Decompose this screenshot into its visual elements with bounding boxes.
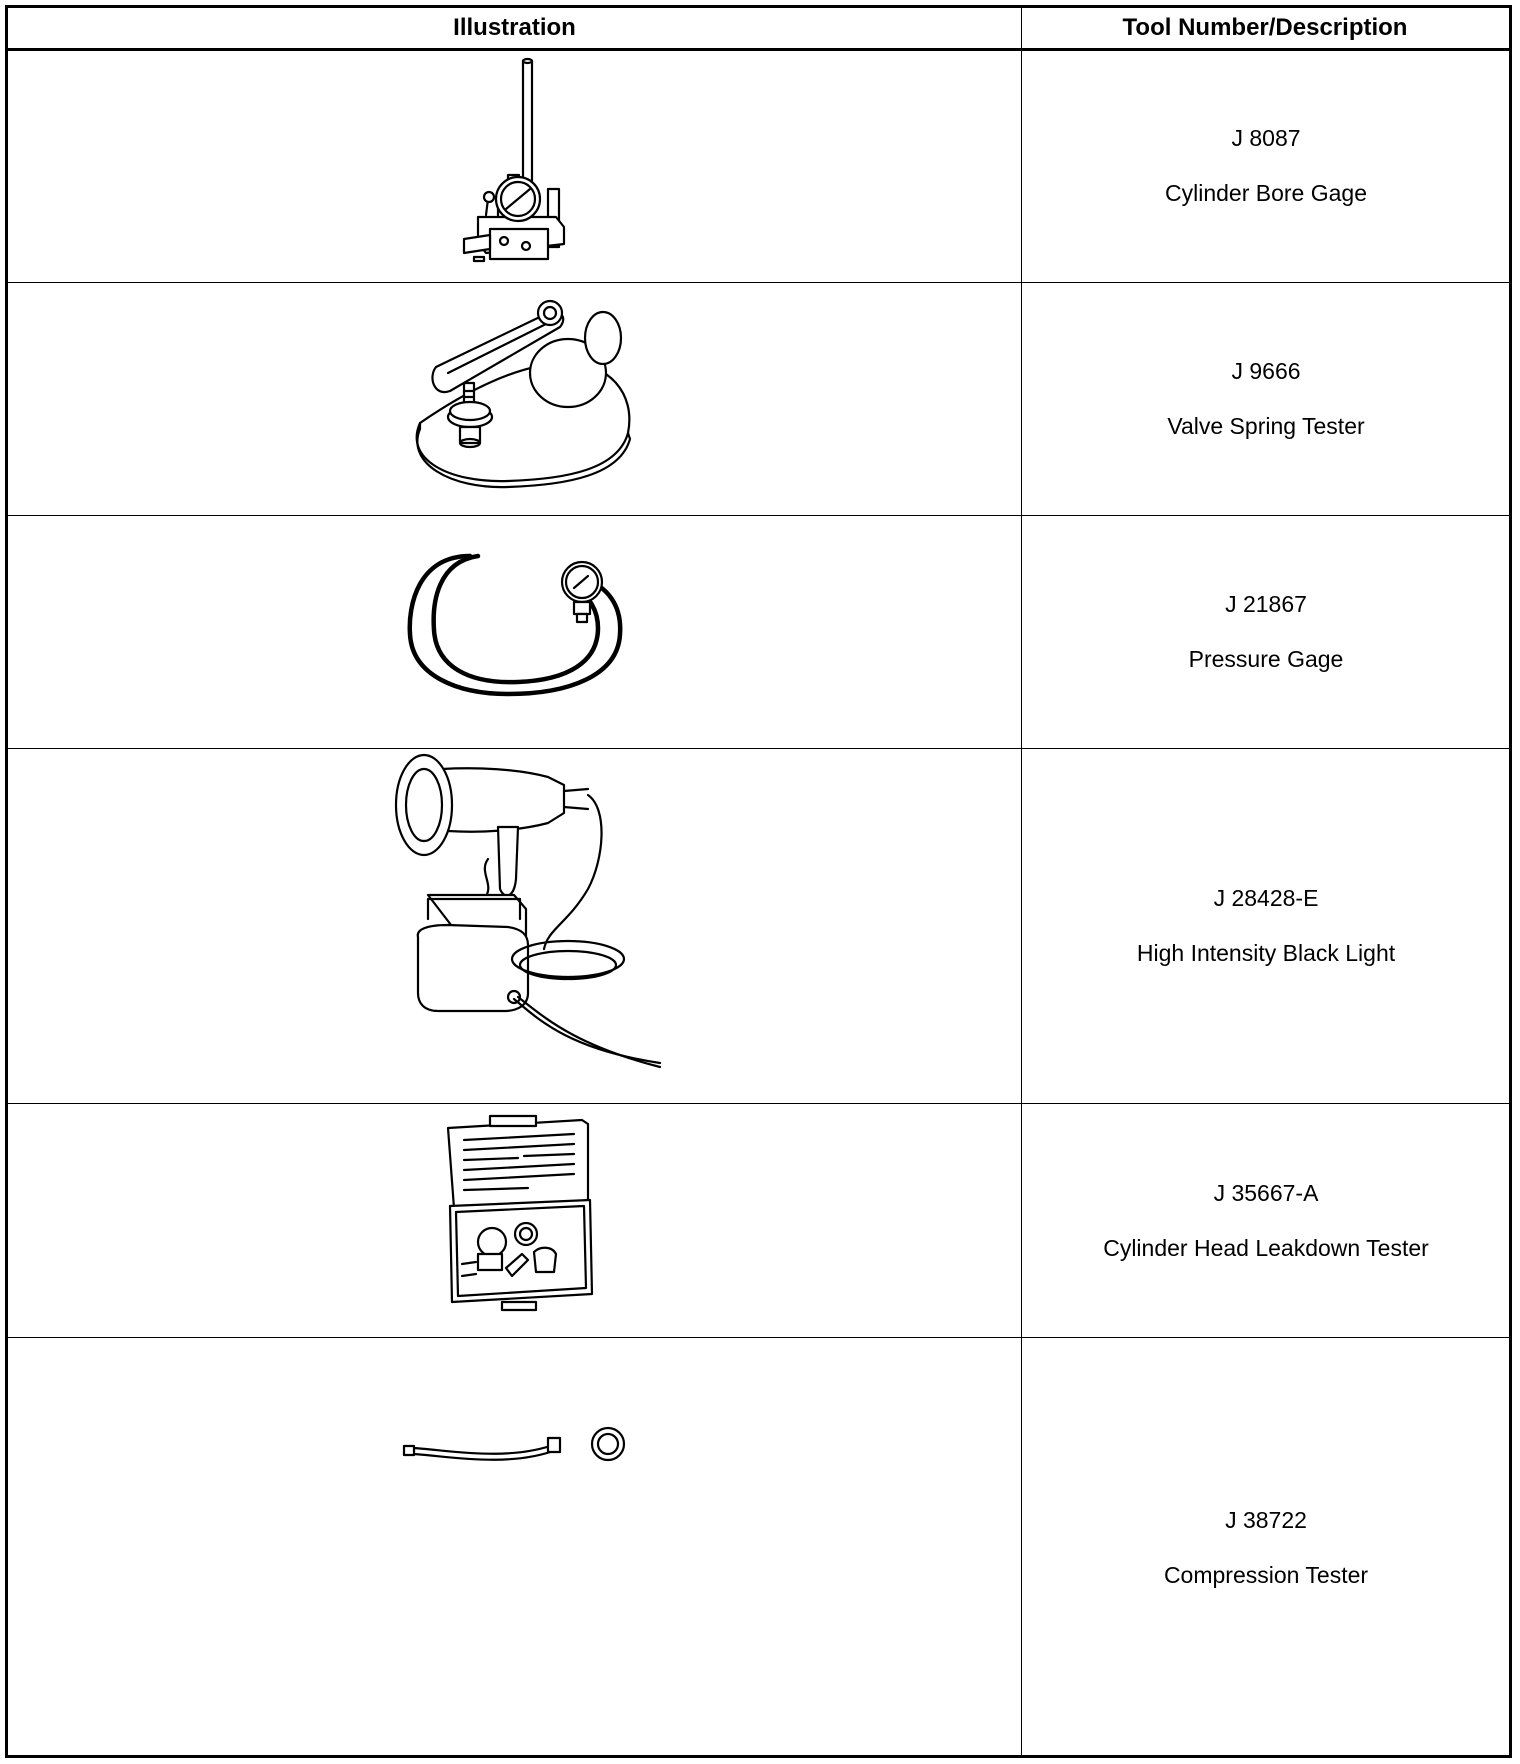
illustration-cell [8, 749, 1021, 1103]
tool-number: J 38722 [1225, 1507, 1307, 1533]
black-light-icon [8, 749, 1021, 1103]
illustration-cell [8, 283, 1021, 515]
tool-number: J 8087 [1231, 124, 1301, 151]
valve-spring-tester-icon [8, 283, 1021, 515]
table-row [8, 749, 1509, 1104]
table-row [8, 283, 1509, 516]
table-row [8, 1338, 1509, 1758]
tool-name: Cylinder Head Leakdown Tester [1103, 1234, 1429, 1261]
tool-description-cell [1022, 1104, 1510, 1337]
table-row [8, 49, 1509, 283]
tool-description-cell [1022, 283, 1510, 515]
tool-description-cell [1022, 516, 1510, 748]
tool-column-header: Tool Number/Description [1122, 14, 1408, 41]
tool-name: Valve Spring Tester [1167, 413, 1365, 439]
tool-number: J 21867 [1225, 591, 1307, 617]
illustration-cell [8, 516, 1021, 748]
tool-number: J 35667-A [1213, 1179, 1319, 1206]
table-row [8, 1104, 1509, 1338]
tool-number: J 9666 [1231, 358, 1301, 384]
leakdown-tester-case-icon [8, 1104, 1021, 1337]
tool-name: High Intensity Black Light [1136, 940, 1396, 966]
tool-description-cell [1022, 49, 1510, 282]
tool-name: Cylinder Bore Gage [1165, 179, 1367, 206]
illustration-cell [8, 1104, 1021, 1337]
table-header [8, 8, 1509, 51]
table-row [8, 516, 1509, 749]
tool-number: J 28428-E [1213, 885, 1319, 911]
compression-tester-icon [8, 1338, 1021, 1758]
cylinder-bore-gage-icon [8, 49, 1021, 282]
tool-name: Pressure Gage [1188, 646, 1344, 672]
special-tools-table [5, 5, 1512, 1758]
illustration-column-header: Illustration [453, 14, 576, 41]
tool-description-cell [1022, 749, 1510, 1103]
illustration-cell [8, 49, 1021, 282]
tool-description-cell [1022, 1338, 1510, 1758]
tool-name: Compression Tester [1163, 1562, 1369, 1588]
pressure-gage-icon [8, 516, 1021, 748]
illustration-cell [8, 1338, 1021, 1758]
